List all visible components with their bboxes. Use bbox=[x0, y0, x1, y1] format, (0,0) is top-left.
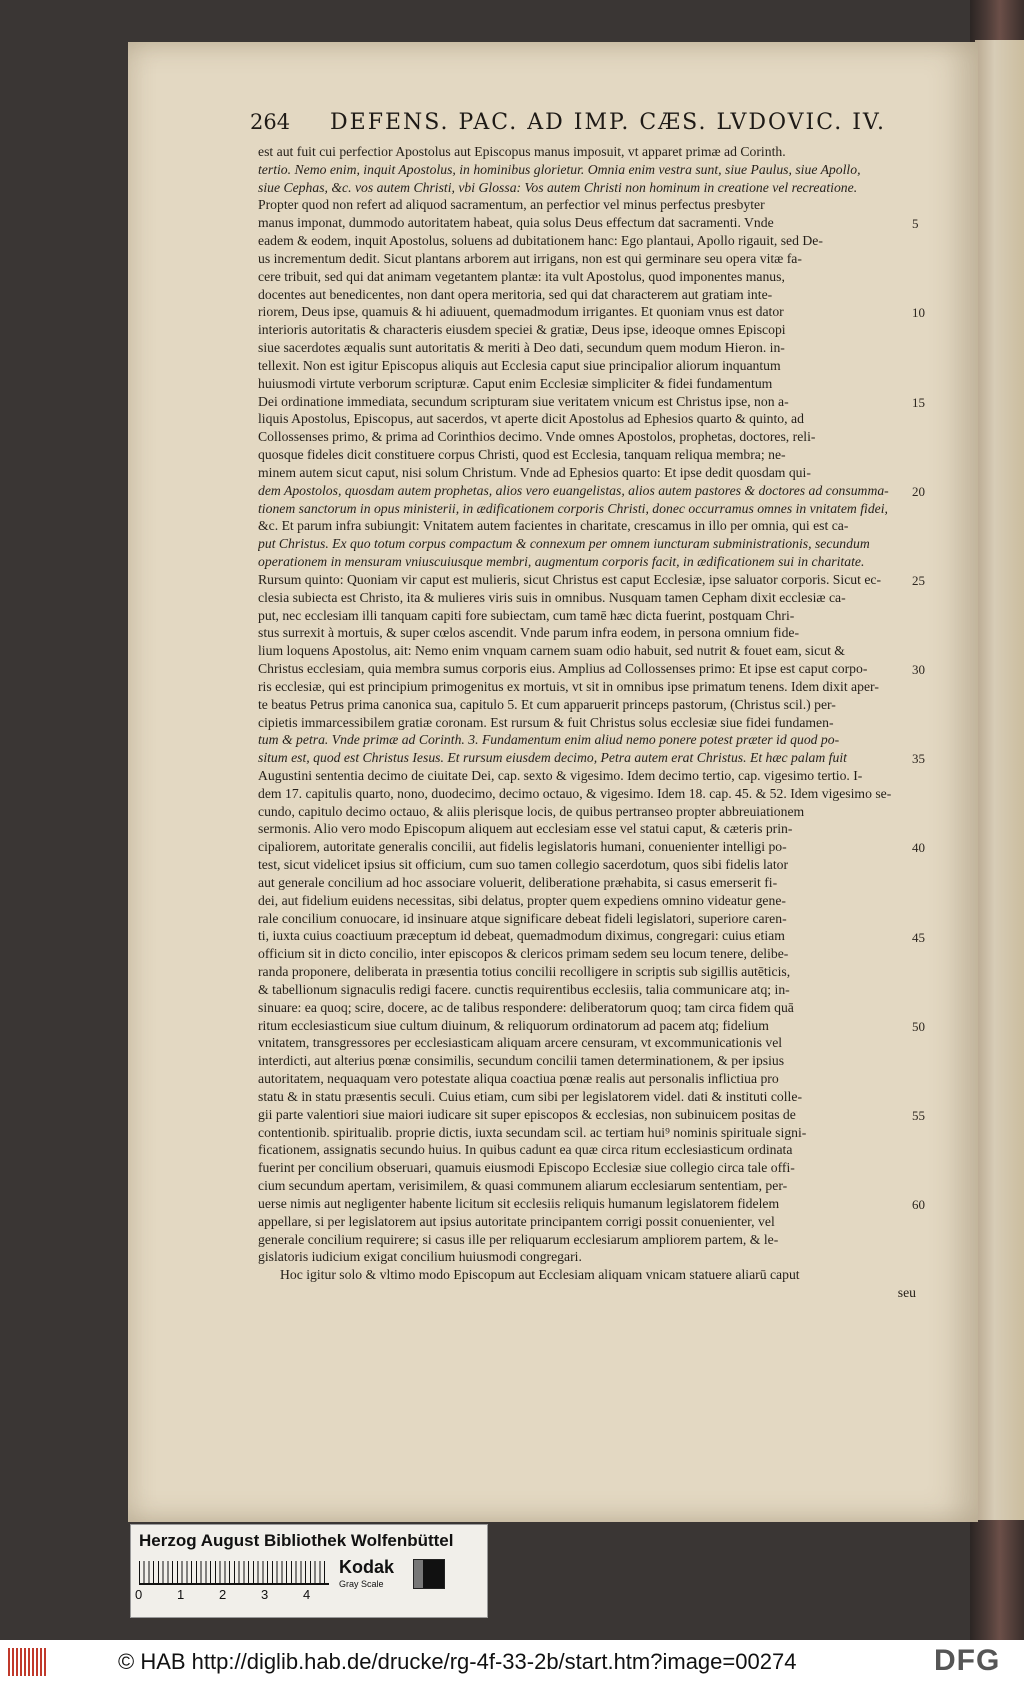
text-line: randa proponere, deliberata in præsentia totius concilii recolligere in scriptis sub sigillis autēticis, bbox=[258, 964, 791, 980]
text-line: cere tribuit, sed qui dat animam vegetantem plantæ: ita vult Apostolus, quod imponentes manus, bbox=[258, 268, 785, 284]
text-line: tertio. Nemo enim, inquit Apostolus, in hominibus glorietur. Omnia enim vestra sunt, siue Paulus, siue Apollo, bbox=[258, 161, 861, 177]
text-line: ris ecclesiæ, qui est principium primogenitus ex mortuis, vt sit in omnibus ipse primatum tenens. Idem dixit aper- bbox=[258, 678, 879, 694]
text-line: dem Apostolos, quosdam autem prophetas, alios vero euangelistas, alios autem pastores & doctores ad consumma- bbox=[258, 482, 889, 498]
line-number: 60 bbox=[912, 1196, 925, 1212]
text-line: sermonis. Alio vero modo Episcopum aliquem aut ecclesiam esse vel statui caput, & cæteris prin- bbox=[258, 821, 793, 837]
text-line: tionem sanctorum in opus ministerii, in ædificationem corporis Christi, donec occurramus omnes in vnitatem fidei, bbox=[258, 500, 888, 516]
line-number: 5 bbox=[912, 216, 919, 232]
text-line: Collossenses primo, & prima ad Corinthios decimo. Vnde omnes Apostolos, prophetas, doctores, reli- bbox=[258, 429, 816, 445]
text-line: ti, iuxta cuius coactiuum præceptum id debeat, quemadmodum diximus, congregari: cuius etiam bbox=[258, 928, 785, 944]
text-line: interioris autoritatis & characteris eiusdem speciei & gratiæ, Deus ipse, ideoque omnes Episcopi bbox=[258, 322, 786, 338]
text-line: generale concilium requirere; si casus ille per reliquarum ecclesiarum ampliorem partem, & le- bbox=[258, 1231, 779, 1247]
body-text bbox=[258, 143, 916, 1302]
line-number: 25 bbox=[912, 572, 925, 588]
text-line: Christus ecclesiam, quia membra sumus corporis eius. Amplius ad Collossenses primo: Et ipse est caput corpo- bbox=[258, 661, 868, 677]
kodak-brand: Kodak bbox=[339, 1557, 395, 1577]
text-line: minem autem sicut caput, nisi solum Christum. Vnde ad Ephesios quarto: Et ipse dedit quosdam qui- bbox=[258, 464, 811, 480]
text-line: Augustini sententia decimo de ciuitate Dei, cap. sexto & vigesimo. Idem decimo tertio, cap. vigesimo tertio. I- bbox=[258, 767, 863, 783]
text-line: siue Cephas, &c. vos autem Christi, vbi Glossa: Vos autem Christi non hominum in creatione vel recreatione. bbox=[258, 179, 858, 195]
text-line: &c. Et parum infra subiungit: Vnitatem autem facientes in charitate, crescamus in illo per omnia, qui est ca- bbox=[258, 518, 849, 534]
text-line: cundo, capitulo decimo octauo, & aliis plerisque locis, de quibus pertranseo propter abbreuiationem bbox=[258, 803, 805, 819]
text-line: eadem & eodem, inquit Apostolus, soluens ad dubitationem hanc: Ego plantaui, Apollo rigauit, sed De- bbox=[258, 233, 823, 249]
text-line: huiusmodi virtute verborum scripturæ. Caput enim Ecclesiæ simpliciter & fidei fundamentum bbox=[258, 375, 773, 391]
text-line: siue sacerdotes æqualis sunt autoritatis & meriti à Deo dati, secundum quem modum Hieron. in- bbox=[258, 340, 785, 356]
ruler-tick-label: 2 bbox=[219, 1587, 227, 1602]
text-line: tellexit. Non est igitur Episcopus aliquis aut Ecclesia caput siue principalior aliorum inquantum bbox=[258, 357, 781, 373]
text-line: clesia subiecta est Christo, ita & mulieres viris suis in omnibus. Nusquam tamen Cepham dixit ecclesiæ ca- bbox=[258, 589, 846, 605]
text-line: te beatus Petrus prima canonica sua, capitulo 5. Et cum apparuerit princeps pastorum, (Christus scil.) per- bbox=[258, 696, 836, 712]
barcode-icon bbox=[8, 1648, 46, 1676]
library-name: Herzog August Bibliothek Wolfenbüttel bbox=[139, 1531, 454, 1550]
running-head: DEFENS. PAC. AD IMP. CÆS. LVDOVIC. IV. bbox=[330, 110, 886, 135]
text-line: statu & in statu præsentis seculi. Cuius etiam, cum sibi per legislatorem videl. dati & instituti colle- bbox=[258, 1088, 802, 1104]
text-line: test, sicut videlicet ipsius sit officium, cum suo tamen collegio sacerdotum, quos sibi fidelis lator bbox=[258, 857, 789, 873]
text-line: cipietis immarcessibilem gratiæ coronam. Est rursum & fuit Christus solus ecclesiæ siue fidei fundamen- bbox=[258, 714, 834, 730]
text-line: Dei ordinatione immediata, secundum scripturam siue veritatem vnicum est Christus ipse, non a- bbox=[258, 393, 789, 409]
dfg-logo: DFG bbox=[934, 1644, 1001, 1677]
text-line: dei, aut fidelium euidens necessitas, sibi delatus, propter quem expediens omnino videatur gene- bbox=[258, 892, 786, 908]
text-line: situm est, quod est Christus Iesus. Et rursum eiusdem decimo, Petra autem erat Christus. Et hæc palam fuit bbox=[258, 750, 847, 766]
color-scale-card bbox=[130, 1524, 488, 1618]
line-number: 45 bbox=[912, 929, 925, 945]
text-line: seu bbox=[897, 1285, 916, 1300]
text-line: rale concilium conuocare, id insinuare atque significare debeat fideli legislatori, superiore caren- bbox=[258, 910, 787, 926]
text-line: cium secundum apertam, verisimilem, & quasi communem aliarum ecclesiarum sententiam, per- bbox=[258, 1178, 788, 1194]
text-line: Rursum quinto: Quoniam vir caput est mulieris, sicut Christus est caput Ecclesiæ, ipse saluator corporis. Sicut ec- bbox=[258, 571, 882, 587]
text-line: contentionib. spiritualib. proprie dictis, iuxta secundam scil. ac tertiam hui⁹ nominis spirituale signi- bbox=[258, 1124, 807, 1140]
text-line: vnitatem, transgressores per ecclesiasticam aliquam arcere censuram, vt excommunicationis vel bbox=[258, 1035, 783, 1051]
text-line: operationem in mensuram vniuscuiusque membri, augmentum corporis facit, in ædificationem sui in charitate. bbox=[258, 554, 865, 570]
text-line: us incrementum dedit. Sicut plantans arborem aut irrigans, non est qui germinare seu opera vitæ fa- bbox=[258, 250, 802, 266]
text-line: gislatoris iudicium exigat concilium huiusmodi congregari. bbox=[258, 1249, 582, 1265]
text-line: sinuare: ea quoq; scire, docere, ac de talibus respondere: deliberatorum quoq; tam circa fidem quā bbox=[258, 999, 794, 1015]
text-line: riorem, Deus ipse, quamuis & hi adiuuent, quemadmodum irrigantes. Et quoniam vnus est dator bbox=[258, 304, 784, 320]
copyright-url[interactable]: © HAB http://diglib.hab.de/drucke/rg-4f-33-2b/start.htm?image=00274 bbox=[118, 1649, 797, 1674]
line-number: 30 bbox=[912, 662, 925, 678]
text-line: lium loquens Apostolus, ait: Nemo enim vnquam carnem suam odio habuit, sed nutrit & fouet eam, sicut & bbox=[258, 643, 845, 659]
text-line: ritum ecclesiasticum siue cultum diuinum, & reliquorum ordinatorum ad pacem atq; fidelium bbox=[258, 1017, 769, 1033]
ruler-tick-label: 3 bbox=[261, 1587, 269, 1602]
text-line: gii parte valentiori siue maiori iudicare sit super episcopos & ecclesias, non subinuicem positas de bbox=[258, 1106, 796, 1122]
line-number: 55 bbox=[912, 1107, 925, 1123]
text-line: fuerint per concilium obseruari, quamuis eiusmodi Episcopo Ecclesiæ siue collegio circa tale offi- bbox=[258, 1160, 795, 1176]
ruler bbox=[139, 1561, 329, 1585]
footer-bar bbox=[0, 1640, 1024, 1683]
line-number: 40 bbox=[912, 840, 925, 856]
text-line: uerse nimis aut negligenter habente licitum sit ecclesiis reliquis humanum legislatorem fidelem bbox=[258, 1195, 780, 1211]
text-line: tum & petra. Vnde primæ ad Corinth. 3. Fundamentum enim aliud nemo ponere potest præter id quod po- bbox=[258, 732, 840, 748]
line-number: 35 bbox=[912, 751, 925, 767]
gray-scale-label: Gray Scale bbox=[339, 1579, 384, 1589]
ruler-tick-label: 0 bbox=[135, 1587, 143, 1602]
text-line: ficationem, assignatis secundo huius. In quibus cadunt ea quæ circa ritum ecclesiasticum ordinata bbox=[258, 1142, 793, 1158]
text-line: interdicti, aut alterius pœnæ consimilis, secundum concilii tamen determinationem, & per ipsius bbox=[258, 1053, 785, 1069]
line-number: 50 bbox=[912, 1018, 925, 1034]
text-line: cipaliorem, autoritate generalis concilii, aut fidelis legislatoris humani, conuenienter intelligi po- bbox=[258, 839, 787, 855]
text-line: stus surrexit à mortuis, & super cœlos ascendit. Vnde parum infra eodem, in persona omnium fide- bbox=[258, 625, 800, 641]
text-line: put, nec ecclesiam illi tanquam capiti fore subiectam, cum tamē hæc dicta fuerint, postquam Chri- bbox=[258, 607, 795, 623]
ruler-tick-label: 4 bbox=[303, 1587, 311, 1602]
line-number: 15 bbox=[912, 394, 925, 410]
text-line: docentes aut benedicentes, non dant opera meritoria, sed qui dat characterem aut gratiam inte- bbox=[258, 286, 773, 302]
text-line: appellare, si per legislatorem aut ipsius autoritate principantem corrigi possit conuenienter, vel bbox=[258, 1213, 775, 1229]
text-line: put Christus. Ex quo totum corpus compactum & connexum per omnem iuncturam subministrationis, secundum bbox=[258, 536, 870, 552]
text-line: officium sit in dicto concilio, inter episcopos & clericos primam sedem seu locum tenere, delibe- bbox=[258, 946, 789, 962]
folio-number: 264 bbox=[250, 110, 291, 134]
text-line: Hoc igitur solo & vltimo modo Episcopum aut Ecclesiam aliquam vnicam statuere aliarū caput bbox=[280, 1267, 800, 1283]
ruler-tick-label: 1 bbox=[177, 1587, 185, 1602]
line-number: 10 bbox=[912, 305, 925, 321]
text-line: manus imponat, dummodo autoritatem habeat, quia solus Deus effectum dat sacramenti. Vnde bbox=[258, 215, 774, 231]
line-number: 20 bbox=[912, 483, 925, 499]
gray-swatch bbox=[413, 1559, 445, 1589]
text-line: dem 17. capitulis quarto, nono, duodecimo, decimo octauo, & vigesimo. Idem 18. cap. 45. & 52. Idem vigesimo se- bbox=[258, 785, 892, 801]
text-line: est aut fuit cui perfectior Apostolus aut Episcopus manus imposuit, vt apparet primæ ad Corinth. bbox=[258, 144, 786, 159]
text-line: & tabellionum signaculis redigi facere. cunctis requirentibus ecclesiis, talia communicare atq; in- bbox=[258, 981, 790, 997]
facing-page-edge bbox=[975, 40, 1024, 1520]
text-line: autoritatem, nequaquam vero potestate aliqua coactiua pœnæ realis aut personalis inflictiua pro bbox=[258, 1071, 779, 1087]
text-line: liquis Apostolus, Episcopus, aut sacerdos, vt aperte dicit Apostolus ad Ephesios quarto & quinto, ad bbox=[258, 411, 804, 427]
text-line: quosque fideles dicit constituere corpus Christi, quod est Ecclesia, tanquam reliqua membra; ne- bbox=[258, 447, 786, 463]
page-header bbox=[250, 110, 910, 138]
text-line: aut generale concilium ad hoc associare voluerit, deliberatione præhabita, si casus emerserit fi- bbox=[258, 874, 778, 890]
text-line: Propter quod non refert ad aliquod sacramentum, an perfectior vel minus perfectus presbyter bbox=[258, 197, 765, 213]
